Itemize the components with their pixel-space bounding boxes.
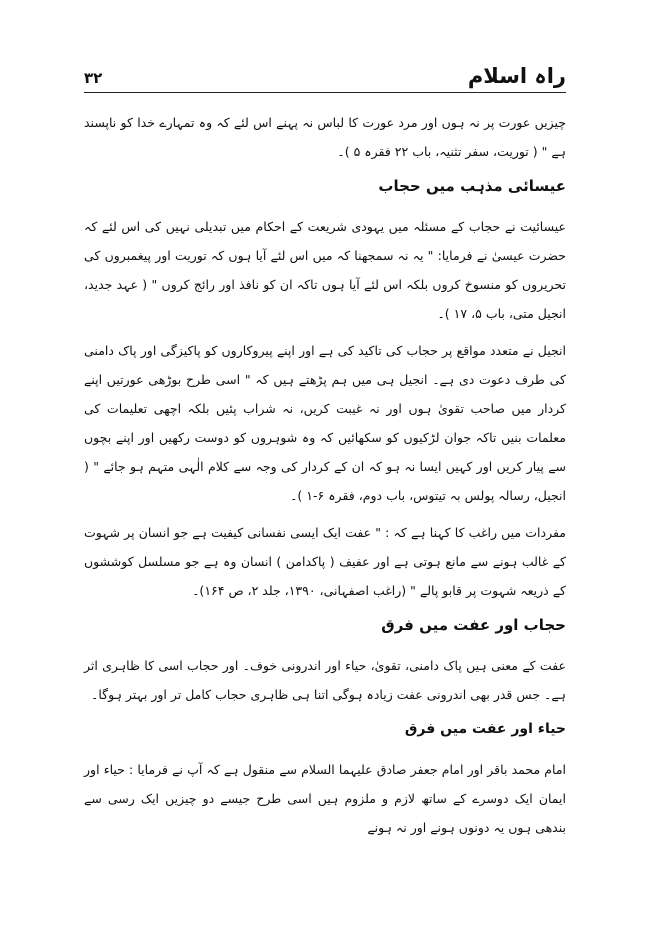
paragraph: انجیل نے متعدد مواقع پر حجاب کی تاکید کی ہے اور اپنے پیروکاروں کو پاکیزگی اور پاک دامنی کی طرف دعوت دی ہے۔ انجیل ہی میں ہم پڑھتے ہیں کہ " اسی طرح بوڑھی عورتیں اپنے کردار میں صاحب تقویٰ ہوں اور نہ غیبت کریں، نہ شراب پئیں بلکہ اچھی تعلیمات کی معلمات بنیں تاکہ جوان لڑکیوں کو سکھائیں کہ وہ شوہروں کو دوست رکھیں اور اپنے بچوں سے پیار کریں اور کہیں ایسا نہ ہو کہ ان کے کردار کی وجہ سے کلام الٰہی متہم ہو جائے " ( انجیل، رسالہ پولس بہ تیتوس، باب دوم، فقرہ ۶-۱ )۔ xyxy=(84,343,566,503)
page-number: ۳۲ xyxy=(84,69,103,87)
page-header xyxy=(84,58,566,93)
section-heading: حیاء اور عفت میں فرق xyxy=(404,721,566,737)
section-heading: عیسائی مذہب میں حجاب xyxy=(378,177,566,195)
paragraph: عیسائیت نے حجاب کے مسئلہ میں یہودی شریعت کے احکام میں تبدیلی نہیں کی اس لئے کہ حضرت عیسیٰ نے فرمایا: " یہ نہ سمجھنا کہ میں اس لئے آیا ہوں کہ توریت اور پیغمبروں کی تحریروں کو منسوخ کروں بلکہ اس لئے آیا ہوں تاکہ ان کو نافذ اور رائج کروں " ( عہد جدید، انجیل متی، باب ۵، ۱۷ )۔ xyxy=(84,219,566,321)
paragraph: عفت کے معنی ہیں پاک دامنی، تقویٰ، حیاء اور اندرونی خوف۔ اور حجاب اسی کا ظاہری اثر ہے۔ جس قدر بھی اندرونی عفت زیادہ ہوگی اتنا ہی ظاہری حجاب کامل تر اور بہتر ہوگا۔ xyxy=(84,658,566,702)
paragraph: امام محمد باقر اور امام جعفر صادق علیہما السلام سے منقول ہے کہ آپ نے فرمایا : حیاء اور ایمان ایک دوسرے کے ساتھ لازم و ملزوم ہیں اسی طرح جیسے دو چیزیں ایک رسی سے بندھی ہوں یہ دونوں ہونے اور نہ ہونے xyxy=(84,762,566,835)
book-title: راہ اسلام xyxy=(467,64,566,88)
paragraph: مفردات میں راغب کا کہنا ہے کہ : " عفت ایک ایسی نفسانی کیفیت ہے جو انسان پر شہوت کے غالب ہونے سے مانع ہوتی ہے اور عفیف ( پاکدامن ) انسان وہ ہے جو مسلسل کوششوں کے ذریعہ شہوت پر قابو پالے " (راغب اصفہانی، ۱۳۹۰، جلد ۲، ص ۱۶۴)۔ xyxy=(84,525,566,598)
paragraph: چیزیں عورت پر نہ ہوں اور مرد عورت کا لباس نہ پہنے اس لئے کہ وہ تمہارے خدا کو ناپسند ہے " ( توریت، سفر تثنیہ، باب ۲۲ فقرہ ۵ )۔ xyxy=(84,115,566,159)
section-heading: حجاب اور عفت میں فرق xyxy=(381,616,566,634)
page-body xyxy=(84,108,566,850)
